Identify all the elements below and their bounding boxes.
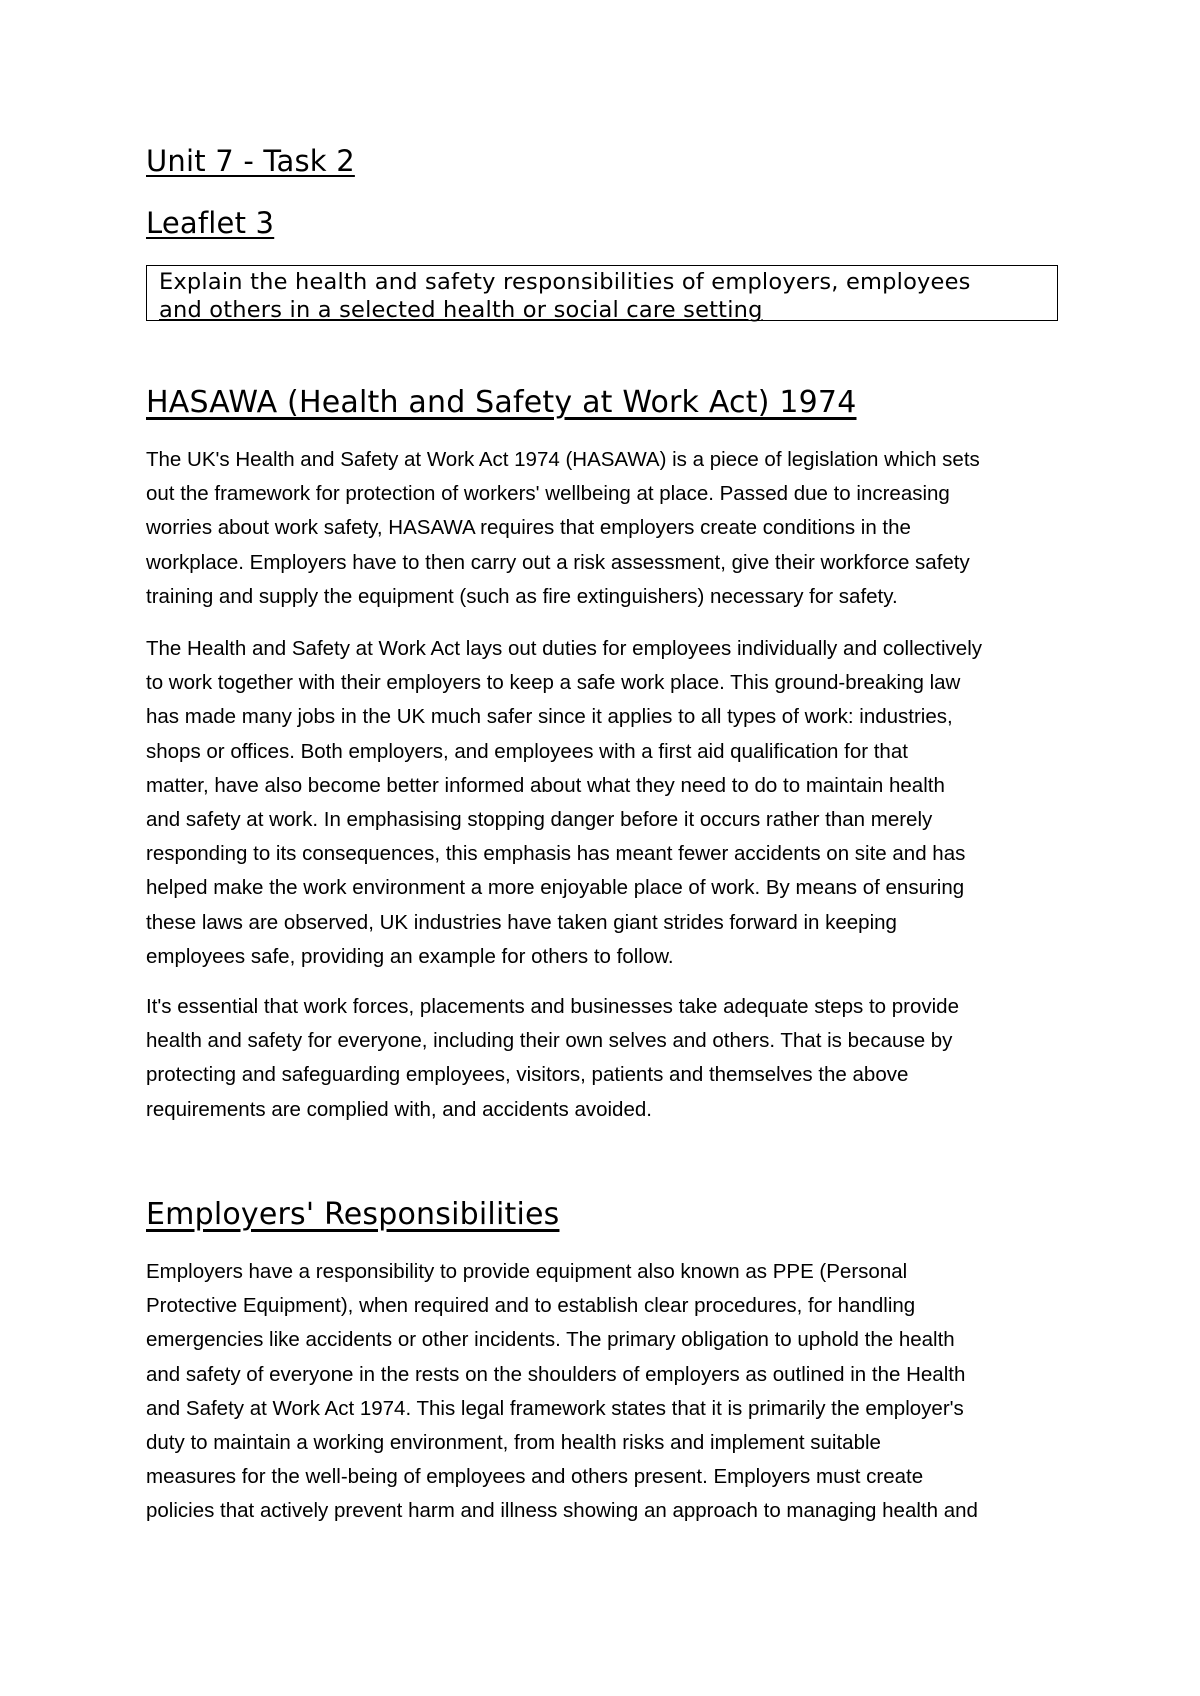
section-heading-hasawa: HASAWA (Health and Safety at Work Act) 1974 (146, 385, 857, 420)
text-line: It's essential that work forces, placements and businesses take adequate steps to provide (146, 995, 959, 1018)
text-line: these laws are observed, UK industries have taken giant strides forward in keeping (146, 910, 897, 934)
text-line: has made many jobs in the UK much safer since it applies to all types of work: industries, (146, 705, 953, 729)
unit-title: Unit 7 - Task 2 (146, 144, 355, 178)
text-line: shops or offices. Both employers, and employees with a first aid qualification for that (146, 739, 908, 763)
text-line: worries about work safety, HASAWA requires that employers create conditions in the (146, 516, 911, 540)
text-line: and safety of everyone in the rests on the shoulders of employers as outlined in the Health (146, 1362, 966, 1386)
text-line: to work together with their employers to keep a safe work place. This ground-breaking law (146, 671, 961, 695)
section-heading-employers: Employers' Responsibilities (146, 1197, 560, 1232)
text-line: responding to its consequences, this emphasis has meant fewer accidents on site and has (146, 842, 966, 866)
text-line: workplace. Employers have to then carry out a risk assessment, give their workforce safety (146, 550, 970, 574)
task-description-box (146, 265, 1058, 321)
text-line: The UK's Health and Safety at Work Act 1974 (HASAWA) is a piece of legislation which sets (146, 448, 980, 471)
text-line: The Health and Safety at Work Act lays out duties for employees individually and collectively (146, 637, 982, 660)
text-line: and safety at work. In emphasising stopping danger before it occurs rather than merely (146, 808, 933, 832)
text-line: out the framework for protection of workers' wellbeing at place. Passed due to increasing (146, 482, 950, 506)
paragraph (146, 1255, 1066, 1529)
text-line: training and supply the equipment (such as fire extinguishers) necessary for safety. (146, 584, 898, 608)
text-line: matter, have also become better informed about what they need to do to maintain health (146, 773, 945, 797)
paragraph (146, 443, 1066, 614)
text-line: protecting and safeguarding employees, visitors, patients and themselves the above (146, 1063, 909, 1087)
text-line: emergencies like accidents or other incidents. The primary obligation to uphold the health (146, 1328, 955, 1352)
text-line: Employers have a responsibility to provide equipment also known as PPE (Personal (146, 1260, 908, 1283)
text-line: duty to maintain a working environment, from health risks and implement suitable (146, 1431, 881, 1455)
task-line-1: Explain the health and safety responsibilities of employers, employees (159, 269, 971, 295)
task-line-2: and others in a selected health or social care setting (159, 297, 763, 323)
paragraph (146, 632, 1066, 974)
text-line: employees safe, providing an example for others to follow. (146, 944, 674, 968)
text-line: health and safety for everyone, including their own selves and others. That is because by (146, 1029, 953, 1053)
text-line: policies that actively prevent harm and illness showing an approach to managing health and (146, 1499, 978, 1523)
text-line: measures for the well-being of employees and others present. Employers must create (146, 1465, 924, 1489)
text-line: Protective Equipment), when required and to establish clear procedures, for handling (146, 1294, 916, 1318)
leaflet-title: Leaflet 3 (146, 206, 275, 240)
paragraph (146, 990, 1066, 1127)
text-line: requirements are complied with, and accidents avoided. (146, 1097, 652, 1121)
text-line: helped make the work environment a more enjoyable place of work. By means of ensuring (146, 876, 965, 900)
text-line: and Safety at Work Act 1974. This legal framework states that it is primarily the employer's (146, 1396, 964, 1420)
